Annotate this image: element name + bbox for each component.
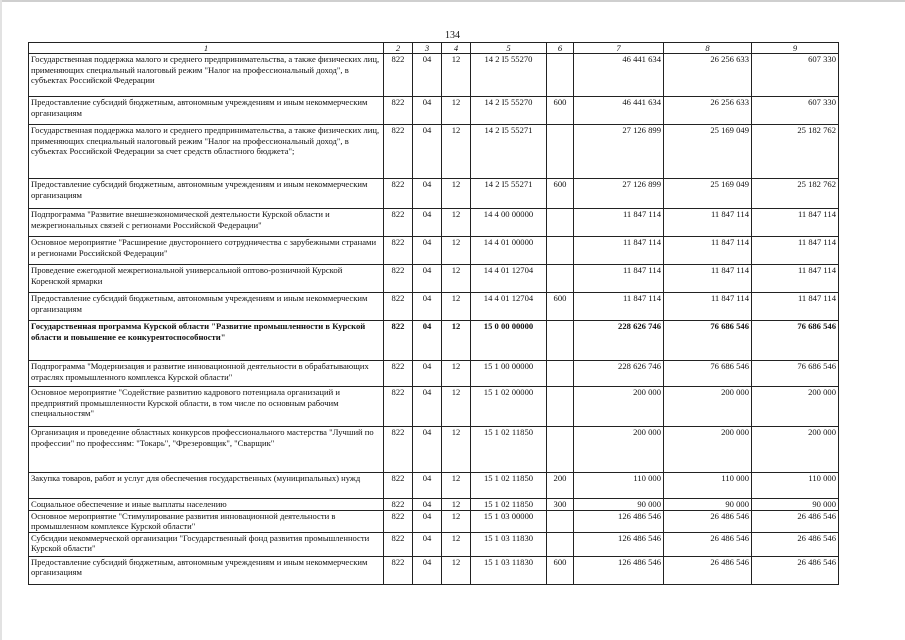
row-section: 04 bbox=[413, 510, 442, 532]
column-header: 6 bbox=[547, 43, 574, 54]
row-subsection: 12 bbox=[442, 361, 471, 387]
row-section: 04 bbox=[413, 556, 442, 584]
table-body bbox=[29, 54, 839, 585]
row-amount-col7: 200 000 bbox=[574, 387, 664, 427]
row-admin-code: 822 bbox=[384, 237, 413, 265]
row-admin-code: 822 bbox=[384, 265, 413, 293]
row-target-article: 15 1 02 11850 bbox=[471, 427, 547, 473]
row-subsection: 12 bbox=[442, 54, 471, 97]
table-row bbox=[29, 179, 839, 209]
row-subsection: 12 bbox=[442, 473, 471, 499]
row-name: Основное мероприятие "Стимулирование развития инновационной деятельности в промышленном комплексе Курской области" bbox=[29, 510, 384, 532]
row-expense-type bbox=[547, 237, 574, 265]
row-subsection: 12 bbox=[442, 499, 471, 511]
table-row bbox=[29, 532, 839, 556]
row-amount-col9: 607 330 bbox=[752, 54, 839, 97]
row-target-article: 15 1 02 11850 bbox=[471, 499, 547, 511]
row-amount-col8: 26 256 633 bbox=[664, 97, 752, 125]
row-expense-type bbox=[547, 361, 574, 387]
row-target-article: 14 2 I5 55271 bbox=[471, 125, 547, 179]
row-admin-code: 822 bbox=[384, 361, 413, 387]
row-expense-type bbox=[547, 427, 574, 473]
row-amount-col7: 110 000 bbox=[574, 473, 664, 499]
row-name: Подпрограмма "Модернизация и развитие инновационной деятельности в обрабатывающих отраслях промышленного комплекса Курской области" bbox=[29, 361, 384, 387]
row-amount-col8: 200 000 bbox=[664, 387, 752, 427]
table-row bbox=[29, 473, 839, 499]
row-admin-code: 822 bbox=[384, 427, 413, 473]
row-subsection: 12 bbox=[442, 265, 471, 293]
row-section: 04 bbox=[413, 532, 442, 556]
row-section: 04 bbox=[413, 97, 442, 125]
row-target-article: 15 0 00 00000 bbox=[471, 321, 547, 361]
row-target-article: 14 4 01 00000 bbox=[471, 237, 547, 265]
row-expense-type bbox=[547, 209, 574, 237]
row-subsection: 12 bbox=[442, 427, 471, 473]
row-name: Подпрограмма "Развитие внешнеэкономической деятельности Курской области и межрегиональных связей с регионами Российской Федерации" bbox=[29, 209, 384, 237]
row-target-article: 15 1 02 11850 bbox=[471, 473, 547, 499]
row-target-article: 14 2 I5 55270 bbox=[471, 97, 547, 125]
row-admin-code: 822 bbox=[384, 54, 413, 97]
row-amount-col7: 11 847 114 bbox=[574, 265, 664, 293]
row-admin-code: 822 bbox=[384, 473, 413, 499]
row-subsection: 12 bbox=[442, 125, 471, 179]
row-target-article: 14 4 01 12704 bbox=[471, 265, 547, 293]
row-amount-col9: 25 182 762 bbox=[752, 179, 839, 209]
row-expense-type: 300 bbox=[547, 499, 574, 511]
column-header: 3 bbox=[413, 43, 442, 54]
row-target-article: 15 1 00 00000 bbox=[471, 361, 547, 387]
table-row bbox=[29, 125, 839, 179]
row-section: 04 bbox=[413, 499, 442, 511]
row-admin-code: 822 bbox=[384, 499, 413, 511]
row-amount-col8: 25 169 049 bbox=[664, 125, 752, 179]
row-amount-col8: 110 000 bbox=[664, 473, 752, 499]
scan-edge-left bbox=[0, 0, 2, 640]
table-row bbox=[29, 321, 839, 361]
row-subsection: 12 bbox=[442, 237, 471, 265]
budget-table bbox=[28, 42, 839, 585]
column-header: 4 bbox=[442, 43, 471, 54]
column-header: 7 bbox=[574, 43, 664, 54]
row-name: Государственная поддержка малого и среднего предпринимательства, а также физических лиц, применяющих специальный налоговый режим "Налог на профессиональный доход", в субъектах Российской Федерации за счет средств областного бюджета"; bbox=[29, 125, 384, 179]
row-amount-col9: 26 486 546 bbox=[752, 532, 839, 556]
row-expense-type bbox=[547, 54, 574, 97]
row-name: Предоставление субсидий бюджетным, автономным учреждениям и иным некоммерческим организациям bbox=[29, 97, 384, 125]
row-amount-col7: 228 626 746 bbox=[574, 361, 664, 387]
row-section: 04 bbox=[413, 209, 442, 237]
row-admin-code: 822 bbox=[384, 293, 413, 321]
table-row bbox=[29, 293, 839, 321]
row-amount-col7: 11 847 114 bbox=[574, 237, 664, 265]
row-amount-col8: 26 256 633 bbox=[664, 54, 752, 97]
row-section: 04 bbox=[413, 321, 442, 361]
row-subsection: 12 bbox=[442, 510, 471, 532]
row-expense-type bbox=[547, 510, 574, 532]
row-name: Субсидии некоммерческой организации "Государственный фонд развития промышленности Курской области" bbox=[29, 532, 384, 556]
column-header: 1 bbox=[29, 43, 384, 54]
table-row bbox=[29, 237, 839, 265]
row-subsection: 12 bbox=[442, 556, 471, 584]
column-header: 5 bbox=[471, 43, 547, 54]
row-subsection: 12 bbox=[442, 209, 471, 237]
row-expense-type: 600 bbox=[547, 97, 574, 125]
row-amount-col8: 26 486 546 bbox=[664, 532, 752, 556]
row-expense-type: 200 bbox=[547, 473, 574, 499]
row-expense-type bbox=[547, 387, 574, 427]
row-amount-col9: 76 686 546 bbox=[752, 321, 839, 361]
row-amount-col8: 11 847 114 bbox=[664, 293, 752, 321]
row-expense-type: 600 bbox=[547, 179, 574, 209]
row-amount-col7: 11 847 114 bbox=[574, 293, 664, 321]
row-name: Государственная программа Курской области "Развитие промышленности в Курской области и повышение ее конкурентоспособности" bbox=[29, 321, 384, 361]
scan-edge-top bbox=[0, 0, 905, 2]
row-target-article: 14 2 I5 55270 bbox=[471, 54, 547, 97]
row-target-article: 15 1 03 00000 bbox=[471, 510, 547, 532]
row-name: Предоставление субсидий бюджетным, автономным учреждениям и иным некоммерческим организациям bbox=[29, 293, 384, 321]
row-amount-col9: 90 000 bbox=[752, 499, 839, 511]
row-admin-code: 822 bbox=[384, 321, 413, 361]
row-amount-col7: 27 126 899 bbox=[574, 125, 664, 179]
row-amount-col7: 90 000 bbox=[574, 499, 664, 511]
row-expense-type bbox=[547, 125, 574, 179]
column-header: 2 bbox=[384, 43, 413, 54]
row-amount-col8: 11 847 114 bbox=[664, 209, 752, 237]
row-amount-col9: 11 847 114 bbox=[752, 293, 839, 321]
row-admin-code: 822 bbox=[384, 179, 413, 209]
row-admin-code: 822 bbox=[384, 387, 413, 427]
row-expense-type: 600 bbox=[547, 556, 574, 584]
row-target-article: 15 1 03 11830 bbox=[471, 556, 547, 584]
row-subsection: 12 bbox=[442, 97, 471, 125]
row-amount-col7: 11 847 114 bbox=[574, 209, 664, 237]
row-name: Основное мероприятие "Содействие развитию кадрового потенциала организаций и предприятий промышленности Курской области, в том числе по основным рабочим специальностям" bbox=[29, 387, 384, 427]
row-amount-col9: 200 000 bbox=[752, 387, 839, 427]
row-subsection: 12 bbox=[442, 293, 471, 321]
row-admin-code: 822 bbox=[384, 532, 413, 556]
row-name: Социальное обеспечение и иные выплаты населению bbox=[29, 499, 384, 511]
table-row bbox=[29, 427, 839, 473]
row-amount-col8: 76 686 546 bbox=[664, 361, 752, 387]
row-name: Предоставление субсидий бюджетным, автономным учреждениям и иным некоммерческим организациям bbox=[29, 556, 384, 584]
table-row bbox=[29, 54, 839, 97]
row-target-article: 15 1 02 00000 bbox=[471, 387, 547, 427]
row-amount-col8: 76 686 546 bbox=[664, 321, 752, 361]
row-section: 04 bbox=[413, 125, 442, 179]
row-amount-col9: 25 182 762 bbox=[752, 125, 839, 179]
row-section: 04 bbox=[413, 265, 442, 293]
row-section: 04 bbox=[413, 54, 442, 97]
column-header: 8 bbox=[664, 43, 752, 54]
row-amount-col7: 200 000 bbox=[574, 427, 664, 473]
row-section: 04 bbox=[413, 361, 442, 387]
row-expense-type bbox=[547, 321, 574, 361]
row-amount-col7: 46 441 634 bbox=[574, 54, 664, 97]
row-amount-col8: 25 169 049 bbox=[664, 179, 752, 209]
row-section: 04 bbox=[413, 473, 442, 499]
row-amount-col9: 26 486 546 bbox=[752, 510, 839, 532]
row-amount-col9: 110 000 bbox=[752, 473, 839, 499]
row-name: Закупка товаров, работ и услуг для обеспечения государственных (муниципальных) нужд bbox=[29, 473, 384, 499]
column-header: 9 bbox=[752, 43, 839, 54]
row-amount-col9: 26 486 546 bbox=[752, 556, 839, 584]
row-amount-col8: 200 000 bbox=[664, 427, 752, 473]
row-section: 04 bbox=[413, 387, 442, 427]
row-name: Основное мероприятие "Расширение двустороннего сотрудничества с зарубежными странами и регионами Российской Федерации" bbox=[29, 237, 384, 265]
row-target-article: 15 1 03 11830 bbox=[471, 532, 547, 556]
row-admin-code: 822 bbox=[384, 97, 413, 125]
row-section: 04 bbox=[413, 237, 442, 265]
row-name: Проведение ежегодной межрегиональной универсальной оптово-розничной Курской Коренской ярмарки bbox=[29, 265, 384, 293]
row-name: Организация и проведение областных конкурсов профессионального мастерства "Лучший по профессии" по профессиям: "Токарь", "Фрезеровщик", "Сварщик" bbox=[29, 427, 384, 473]
table-row bbox=[29, 499, 839, 511]
row-amount-col7: 27 126 899 bbox=[574, 179, 664, 209]
table-row bbox=[29, 209, 839, 237]
row-name: Предоставление субсидий бюджетным, автономным учреждениям и иным некоммерческим организациям bbox=[29, 179, 384, 209]
row-amount-col9: 11 847 114 bbox=[752, 265, 839, 293]
table-row bbox=[29, 361, 839, 387]
row-amount-col7: 46 441 634 bbox=[574, 97, 664, 125]
row-amount-col7: 126 486 546 bbox=[574, 556, 664, 584]
row-target-article: 14 4 00 00000 bbox=[471, 209, 547, 237]
row-amount-col9: 607 330 bbox=[752, 97, 839, 125]
table-row bbox=[29, 556, 839, 584]
row-section: 04 bbox=[413, 427, 442, 473]
row-section: 04 bbox=[413, 179, 442, 209]
row-subsection: 12 bbox=[442, 387, 471, 427]
row-amount-col8: 26 486 546 bbox=[664, 556, 752, 584]
row-name: Государственная поддержка малого и среднего предпринимательства, а также физических лиц, применяющих специальный налоговый режим "Налог на профессиональный доход", в субъектах Российской Федерации bbox=[29, 54, 384, 97]
row-amount-col7: 228 626 746 bbox=[574, 321, 664, 361]
row-admin-code: 822 bbox=[384, 125, 413, 179]
row-subsection: 12 bbox=[442, 321, 471, 361]
row-amount-col7: 126 486 546 bbox=[574, 532, 664, 556]
row-admin-code: 822 bbox=[384, 556, 413, 584]
row-amount-col8: 11 847 114 bbox=[664, 265, 752, 293]
row-expense-type bbox=[547, 265, 574, 293]
row-amount-col9: 200 000 bbox=[752, 427, 839, 473]
table-row bbox=[29, 387, 839, 427]
row-amount-col9: 11 847 114 bbox=[752, 237, 839, 265]
row-expense-type: 600 bbox=[547, 293, 574, 321]
row-amount-col7: 126 486 546 bbox=[574, 510, 664, 532]
row-target-article: 14 2 I5 55271 bbox=[471, 179, 547, 209]
row-expense-type bbox=[547, 532, 574, 556]
row-amount-col8: 90 000 bbox=[664, 499, 752, 511]
row-target-article: 14 4 01 12704 bbox=[471, 293, 547, 321]
row-subsection: 12 bbox=[442, 532, 471, 556]
row-subsection: 12 bbox=[442, 179, 471, 209]
row-admin-code: 822 bbox=[384, 510, 413, 532]
row-amount-col8: 26 486 546 bbox=[664, 510, 752, 532]
row-amount-col8: 11 847 114 bbox=[664, 237, 752, 265]
table-row bbox=[29, 97, 839, 125]
row-amount-col9: 11 847 114 bbox=[752, 209, 839, 237]
table-row bbox=[29, 510, 839, 532]
row-section: 04 bbox=[413, 293, 442, 321]
header-row bbox=[29, 43, 839, 54]
row-admin-code: 822 bbox=[384, 209, 413, 237]
row-amount-col9: 76 686 546 bbox=[752, 361, 839, 387]
page-number: 134 bbox=[445, 30, 460, 41]
table-row bbox=[29, 265, 839, 293]
